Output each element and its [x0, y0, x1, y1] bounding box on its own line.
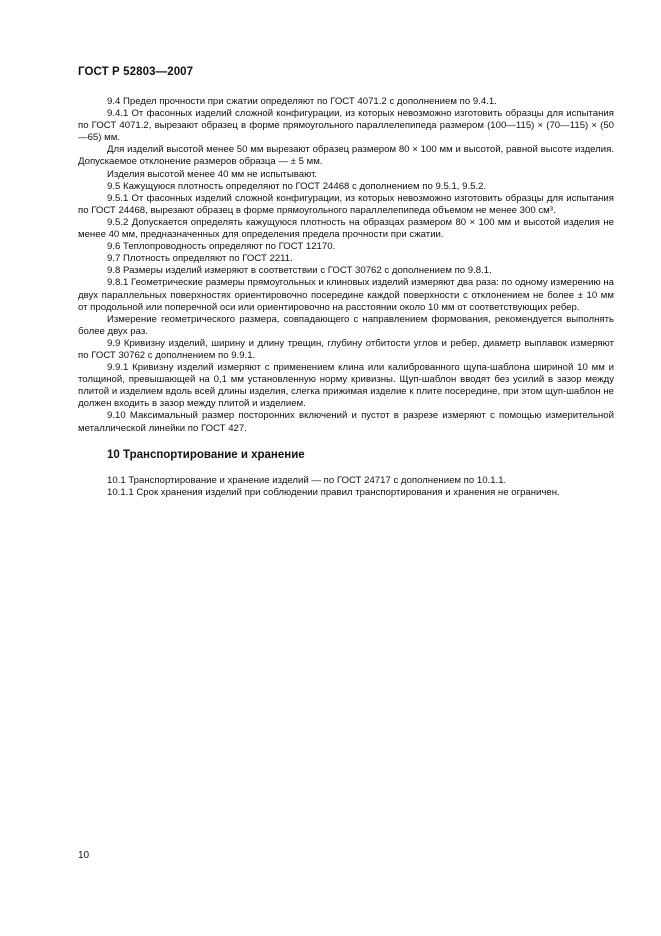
paragraph-9-5-1: 9.5.1 От фасонных изделий сложной конфигурации, из которых невозможно изготовить образцы для испытания по ГОСТ 24468, вырезают образец в форме прямоугольного параллелепипеда объемом не менее 300 см³. — [78, 192, 614, 216]
paragraph-9-4-1: 9.4.1 От фасонных изделий сложной конфигурации, из которых невозможно изготовить образцы для испытания по ГОСТ 4071.2, вырезают образец в форме прямоугольного параллелепипеда размером (100—115) × (70—115) × (50—65) мм. — [78, 108, 614, 144]
paragraph-9-8: 9.8 Размеры изделий измеряют в соответствии с ГОСТ 30762 с дополнением по 9.8.1. — [107, 265, 492, 277]
paragraph-9-5-2: 9.5.2 Допускается определять кажущуюся плотность на образцах размером 80 × 100 мм и высотой изделия не менее 40 мм, предназначенных для определения предела прочности при сжатии. — [78, 216, 614, 241]
paragraph-9-4: 9.4 Предел прочности при сжатии определяют по ГОСТ 4071.2 с дополнением по 9.4.1. — [107, 96, 497, 107]
paragraph-10-1: 10.1 Транспортирование и хранение изделий — по ГОСТ 24717 с дополнением по 10.1.1. — [107, 474, 507, 486]
paragraph-9-4-1-note: Для изделий высотой менее 50 мм вырезают образец размером 80 × 100 мм и высотой, равной высоте изделия. Допускаемое отклонение размеров образца — ± 5 мм. — [78, 144, 614, 168]
paragraph-9-9: 9.9 Кривизну изделий, ширину и длину трещин, глубину отбитости углов и ребер, диаметр выплавок измеряют по ГОСТ 30762 с дополнением по 9.9.1. — [78, 337, 614, 361]
section-10-title: 10 Транспортирование и хранение — [107, 448, 305, 461]
paragraph-9-9-1: 9.9.1 Кривизну изделий измеряют с применением клина или калиброванного щупа-шаблона шириной 10 мм и толщиной, превышающей на 0,1 мм установленную норму кривизны. Щуп-шаблон вводят без усилий в зазор между плитой и изделием вдоль всей длины изделия, слегка прижимая изделие к плите посередине, при этом щуп-шаблон не должен входить в зазор между плитой и изделием. — [78, 362, 614, 410]
paragraph-9-8-1: 9.8.1 Геометрические размеры прямоугольных и клиновых изделий измеряют два раза: по одному измерению на двух параллельных поверхностях ориентировочно посередине каждой поверхности с отклонением не более ± 10 мм от продольной или поперечной оси или ориентировочно на расстоянии около 10 мм от соответствующих ребер. — [78, 277, 614, 313]
paragraph-9-8-1-note: Измерение геометрического размера, совпадающего с направлением формования, рекомендуется выполнять более двух раз. — [78, 313, 614, 337]
paragraph-9-5: 9.5 Кажущуюся плотность определяют по ГОСТ 24468 с дополнением по 9.5.1, 9.5.2. — [107, 180, 487, 192]
document-header: ГОСТ Р 52803—2007 — [78, 66, 194, 78]
paragraph-9-7: 9.7 Плотность определяют по ГОСТ 2211. — [107, 253, 293, 265]
paragraph-10-1-1: 10.1.1 Срок хранения изделий при соблюдении правил транспортирования и хранения не ограничен. — [107, 486, 560, 498]
document-body — [78, 96, 614, 499]
paragraph-9-6: 9.6 Теплопроводность определяют по ГОСТ 12170. — [107, 241, 336, 253]
paragraph-9-4-1-note-2: Изделия высотой менее 40 мм не испытывают. — [107, 168, 318, 180]
paragraph-9-10: 9.10 Максимальный размер посторонних включений и пустот в разрезе измеряют с помощью измерительной металлической линейки по ГОСТ 427. — [78, 410, 614, 434]
page-number: 10 — [78, 850, 90, 861]
